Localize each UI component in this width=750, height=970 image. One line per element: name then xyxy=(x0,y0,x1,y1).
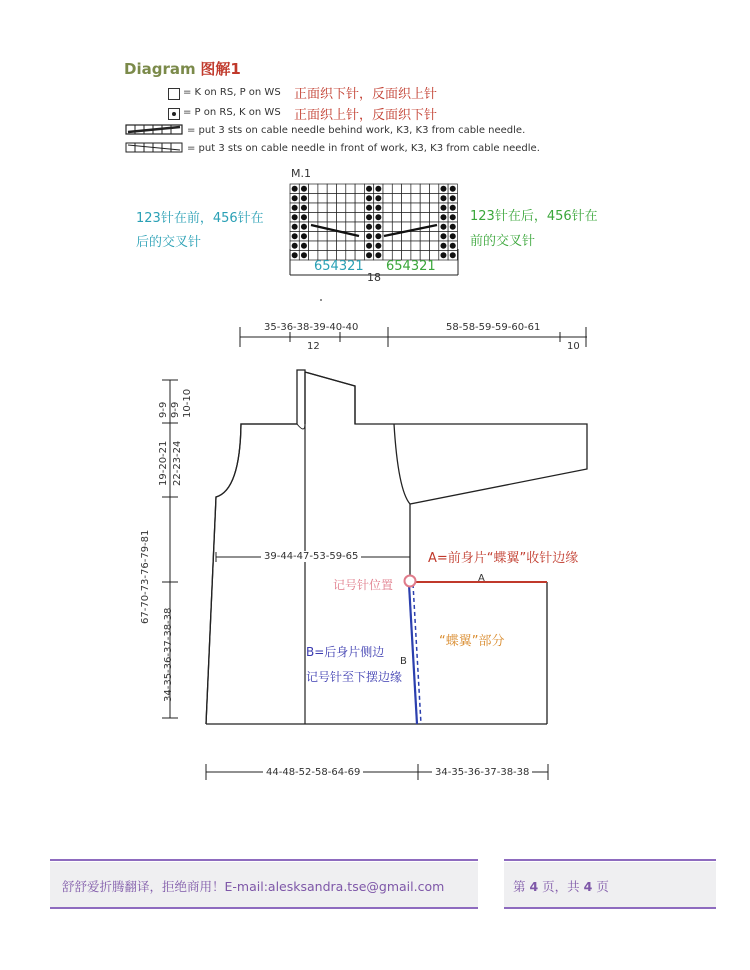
chart-cell xyxy=(309,213,318,223)
page-middle: 页，共 xyxy=(538,879,584,894)
purl-dot xyxy=(440,205,446,211)
purl-dot xyxy=(375,186,381,192)
chart-cell xyxy=(309,232,318,242)
purl-dot xyxy=(292,252,298,258)
purl-dot xyxy=(292,205,298,211)
purl-dot xyxy=(375,195,381,201)
purl-dot xyxy=(440,214,446,220)
chart-cell xyxy=(337,203,346,213)
chart-width-label: 18 xyxy=(367,271,381,284)
b-edge-dashed xyxy=(413,584,421,724)
chart-cell xyxy=(402,194,411,204)
purl-dot xyxy=(450,214,456,220)
left-armhole-l1: 19-20-21 xyxy=(158,440,169,486)
purl-dot xyxy=(366,186,372,192)
chart-right-note-1: 123针在后，456针在 xyxy=(470,209,598,224)
chart-cell xyxy=(430,213,439,223)
chart-cell xyxy=(392,222,401,232)
chart-cell xyxy=(420,232,429,242)
chart-cell xyxy=(337,213,346,223)
cable-front-icon xyxy=(126,143,182,152)
chart-cell xyxy=(430,241,439,251)
purl-dot xyxy=(366,252,372,258)
chart-cell xyxy=(355,194,364,204)
collar-edge xyxy=(305,372,355,424)
purl-dot xyxy=(301,224,307,230)
chart-cell xyxy=(392,194,401,204)
chart-cell xyxy=(383,194,392,204)
bottom-right-label: 34-35-36-37-38-38 xyxy=(432,767,532,778)
chart-cell xyxy=(327,194,336,204)
chart-cell xyxy=(430,232,439,242)
chart-cell xyxy=(355,203,364,213)
dot-square-icon xyxy=(168,108,180,120)
purl-dot xyxy=(450,252,456,258)
empty-square-icon xyxy=(168,88,180,100)
chart-cell xyxy=(346,184,355,194)
chart-cell xyxy=(309,194,318,204)
chart-cell xyxy=(337,184,346,194)
chart-cell xyxy=(309,203,318,213)
purl-dot xyxy=(292,224,298,230)
chart-cell xyxy=(411,241,420,251)
purl-dot xyxy=(375,233,381,239)
legend-2-zh: 正面织上针，反面织下针 xyxy=(294,108,438,123)
diagram-title xyxy=(124,58,241,79)
chart-cell xyxy=(346,194,355,204)
chart-cell xyxy=(318,194,327,204)
left-armhole-l2: 22-23-24 xyxy=(172,440,183,486)
footer-right-top-rule xyxy=(504,859,716,861)
chart-cell xyxy=(346,222,355,232)
chart-cell xyxy=(383,203,392,213)
footer-credit xyxy=(62,877,444,895)
legend-4-en: = put 3 sts on cable needle in front of work, K3, K3 from cable needle. xyxy=(187,143,540,154)
purl-dot xyxy=(440,243,446,249)
chart-label: M.1 xyxy=(291,167,311,180)
legend-1-en: = K on RS, P on WS xyxy=(183,87,281,98)
footer-credit-zh: 舒舒爱折腾翻译，拒绝商用！ xyxy=(62,879,225,894)
chart-cell xyxy=(411,203,420,213)
purl-dot xyxy=(301,195,307,201)
label-b-line1: B=后身片侧边 xyxy=(306,645,385,659)
label-b-line2: 记号针至下摆边缘 xyxy=(306,670,403,684)
garment-schematic xyxy=(0,290,750,790)
legend-1-zh: 正面织下针，反面织上针 xyxy=(294,87,438,102)
purl-dot xyxy=(375,252,381,258)
purl-dot xyxy=(301,186,307,192)
chart-cell xyxy=(318,213,327,223)
chart-cell xyxy=(383,213,392,223)
purl-dot xyxy=(366,224,372,230)
chart-left-note-1: 123针在前，456针在 xyxy=(136,211,264,226)
purl-dot xyxy=(292,243,298,249)
purl-dot xyxy=(440,233,446,239)
purl-dot xyxy=(292,233,298,239)
purl-dot xyxy=(450,233,456,239)
chart-cell xyxy=(411,194,420,204)
legend-2-en: = P on RS, K on WS xyxy=(183,107,281,118)
chart-cell xyxy=(355,213,364,223)
chart-right-numbers: 654321 xyxy=(386,259,436,274)
top-mid-small: 12 xyxy=(307,341,320,352)
chart-cell xyxy=(420,213,429,223)
purl-dot xyxy=(375,224,381,230)
wing-label: “蝶翼”部分 xyxy=(439,634,505,649)
chart-cell xyxy=(383,184,392,194)
purl-dot xyxy=(301,205,307,211)
label-a: A=前身片“蝶翼”收针边缘 xyxy=(428,551,579,566)
chart-cell xyxy=(346,203,355,213)
chart-cell xyxy=(309,184,318,194)
chart-cell xyxy=(327,184,336,194)
cable-back-icon xyxy=(126,125,182,134)
chart-cell xyxy=(337,241,346,251)
purl-dot xyxy=(450,205,456,211)
chart-cell xyxy=(411,184,420,194)
chart-cell xyxy=(383,241,392,251)
purl-dot xyxy=(292,186,298,192)
purl-dot xyxy=(366,233,372,239)
chart-cell xyxy=(420,241,429,251)
page-suffix: 页 xyxy=(592,879,609,894)
chart-cell xyxy=(392,184,401,194)
purl-dot xyxy=(375,243,381,249)
purl-dot xyxy=(366,195,372,201)
left-top-l1: 9-9 xyxy=(158,401,169,418)
chart-cell xyxy=(327,232,336,242)
purl-dot xyxy=(450,195,456,201)
chart-cell xyxy=(337,194,346,204)
legend-3-en: = put 3 sts on cable needle behind work, K3, K3 from cable needle. xyxy=(187,125,526,136)
top-right-small: 10 xyxy=(567,341,580,352)
purl-dot xyxy=(301,243,307,249)
bottom-left-label: 44-48-52-58-64-69 xyxy=(263,767,363,778)
chart-cell xyxy=(402,241,411,251)
label-a-short: A xyxy=(478,573,485,584)
page-prefix: 第 xyxy=(513,879,530,894)
chart-cell xyxy=(392,213,401,223)
left-top-l3: 10-10 xyxy=(182,388,193,418)
marker-circle xyxy=(405,576,416,587)
chart-cell xyxy=(327,203,336,213)
chart-cell xyxy=(318,232,327,242)
diagram-title-zh: 图解1 xyxy=(200,60,241,78)
b-edge-line xyxy=(409,584,417,724)
purl-dot xyxy=(301,233,307,239)
chart-cell xyxy=(430,194,439,204)
purl-dot xyxy=(292,214,298,220)
chart-cell xyxy=(420,184,429,194)
left-total-measure: 67-70-73-76-79-81 xyxy=(140,529,151,624)
chart-cell xyxy=(402,184,411,194)
left-top-l2: 9-9 xyxy=(170,401,181,418)
body-left-edge xyxy=(206,424,297,724)
purl-dot xyxy=(450,243,456,249)
left-side-measure: 34-35-36-37-38-38 xyxy=(163,607,174,702)
marker-label: 记号针位置 xyxy=(333,578,394,592)
chart-cell xyxy=(309,241,318,251)
purl-dot xyxy=(301,214,307,220)
purl-dot xyxy=(440,195,446,201)
purl-dot xyxy=(440,252,446,258)
cable-symbols xyxy=(125,123,185,157)
chart-cell xyxy=(430,203,439,213)
chart-cell xyxy=(318,241,327,251)
footer-left-top-rule xyxy=(50,859,478,861)
chart-cell xyxy=(411,232,420,242)
purl-dot xyxy=(450,186,456,192)
chart-cell xyxy=(392,203,401,213)
chart-cell xyxy=(355,241,364,251)
chart-cell xyxy=(420,203,429,213)
purl-dot xyxy=(375,214,381,220)
chart-cell xyxy=(318,203,327,213)
purl-dot xyxy=(366,205,372,211)
chart-right-note-2: 前的交叉针 xyxy=(470,234,536,249)
chart-cell xyxy=(383,222,392,232)
chart-cell xyxy=(327,241,336,251)
chart-cell xyxy=(430,184,439,194)
chart-cell xyxy=(402,203,411,213)
footer-right-bottom-rule xyxy=(504,907,716,909)
mid-width-label: 39-44-47-53-59-65 xyxy=(261,551,361,562)
purl-dot xyxy=(292,195,298,201)
purl-dot xyxy=(440,186,446,192)
purl-dot xyxy=(375,205,381,211)
purl-dot xyxy=(440,224,446,230)
label-b-short: B xyxy=(400,656,407,667)
chart-cell xyxy=(392,241,401,251)
chart-cell xyxy=(420,194,429,204)
page-total: 4 xyxy=(583,879,593,894)
chart-cell xyxy=(411,213,420,223)
purl-dot xyxy=(366,243,372,249)
page-current: 4 xyxy=(529,879,539,894)
top-left-width: 35-36-38-39-40-40 xyxy=(264,322,359,333)
chart-cell xyxy=(318,184,327,194)
chart-cell xyxy=(355,184,364,194)
footer-email: E-mail:alesksandra.tse@gmail.com xyxy=(224,879,445,894)
chart-cell xyxy=(402,213,411,223)
purl-dot xyxy=(366,214,372,220)
footer-left-bottom-rule xyxy=(50,907,478,909)
chart-cell xyxy=(346,241,355,251)
chart-left-note-2: 后的交叉针 xyxy=(136,235,202,250)
footer-page-number xyxy=(513,877,609,895)
top-right-width: 58-58-59-59-60-61 xyxy=(446,322,541,333)
chart-cell xyxy=(355,222,364,232)
purl-dot xyxy=(450,224,456,230)
purl-dot xyxy=(301,252,307,258)
chart-left-numbers: 654321 xyxy=(314,259,364,274)
chart-cell xyxy=(327,213,336,223)
chart-cell xyxy=(346,213,355,223)
diagram-title-en: Diagram xyxy=(124,60,196,78)
